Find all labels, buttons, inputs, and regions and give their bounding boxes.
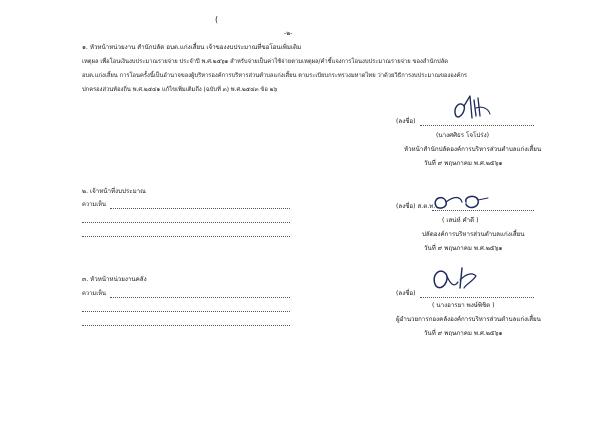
signature-3-date: วันที่ ๙ พฤษภาคม พ.ศ.๒๕๖๑ [424,330,503,337]
section-3-opinion-line-1 [110,297,290,298]
signature-3-position: ผู้อำนวยการกองคลังองค์การบริหารส่วนตำบลแก่งเสี้ยน [396,316,541,323]
signature-3-line [420,297,534,298]
section-3-opinion-line-3 [82,325,290,326]
section-1-heading: ๑. หัวหน้าหน่วยงาน สำนักปลัด อบต.แก่งเสี้ยน เจ้าของงบประมาณที่ขอโอนเพิ่มเติม [82,44,302,51]
section-2-opinion-line-2 [82,222,290,223]
signature-3-name: ( นางอารยา พงษ์พิชิต ) [432,302,495,309]
signature-2-label: (ลงชื่อ) ส.ต.ท. [396,203,436,210]
section-2-title: ๒. เจ้าหน้าที่งบประมาณ [82,188,146,195]
signature-2-date: วันที่ ๙ พฤษภาคม พ.ศ.๒๕๖๑ [424,245,503,252]
signature-1-image [446,94,494,126]
section-3-title: ๓. หัวหน้าหน่วยงานคลัง [82,276,147,283]
section-2-opinion-line-3 [82,236,290,237]
section-2-opinion-line-1 [110,208,290,209]
signature-2-name: ( เสน่ห์ คำดี ) [442,217,479,224]
signature-2-position: ปลัดองค์การบริหารส่วนตำบลแก่งเสี้ยน [422,231,525,238]
section-3-opinion-label: ความเห็น [82,291,106,297]
signature-1-line [420,125,534,126]
signature-2-line [432,210,534,211]
section-1-reason-line-2: อบต.แก่งเสี้ยน การโอนครั้งนี้เป็นอำนาจของผู้บริหารองค์การบริหารส่วนตำบลแก่งเสี้ยน ตามระเบียบกระทรวงมหาดไทย ว่าด้วยวิธีการงบประมาณขององค์กร [82,73,468,79]
signature-3-label: (ลงชื่อ) [396,290,416,297]
section-2-opinion-label: ความเห็น [82,202,106,208]
section-3-opinion-line-2 [82,311,290,312]
signature-1-date: วันที่ ๙ พฤษภาคม พ.ศ.๒๕๖๑ [424,160,503,167]
signature-3-image [428,262,480,296]
signature-1-position: หัวหน้าสำนักปลัดองค์การบริหารส่วนตำบลแก่งเสี้ยน [404,146,542,153]
margin-mark: ( [215,15,219,24]
page-number: -๒- [284,30,293,37]
signature-1-label: (ลงชื่อ) [396,118,416,125]
signature-1-name: (นางศศิธร โจโปร่ง) [436,132,490,139]
section-1-reason-line-3: ปกครองส่วนท้องถิ่น พ.ศ.๒๕๔๑ แก้ไขเพิ่มเติมถึง (ฉบับที่ ๓) พ.ศ.๒๕๔๓ ข้อ ๒๖ [82,87,278,93]
section-1-reason-line-1: เหตุผล เพื่อโอนเงินงบประมาณรายจ่าย ประจำปี พ.ศ.๒๕๖๑ สำหรับจ่ายเป็นค่าใช้จ่ายตามเหตุผล/คำชี้แจงการโอนงบประมาณรายจ่าย ของสำนักปลัด [82,59,449,65]
